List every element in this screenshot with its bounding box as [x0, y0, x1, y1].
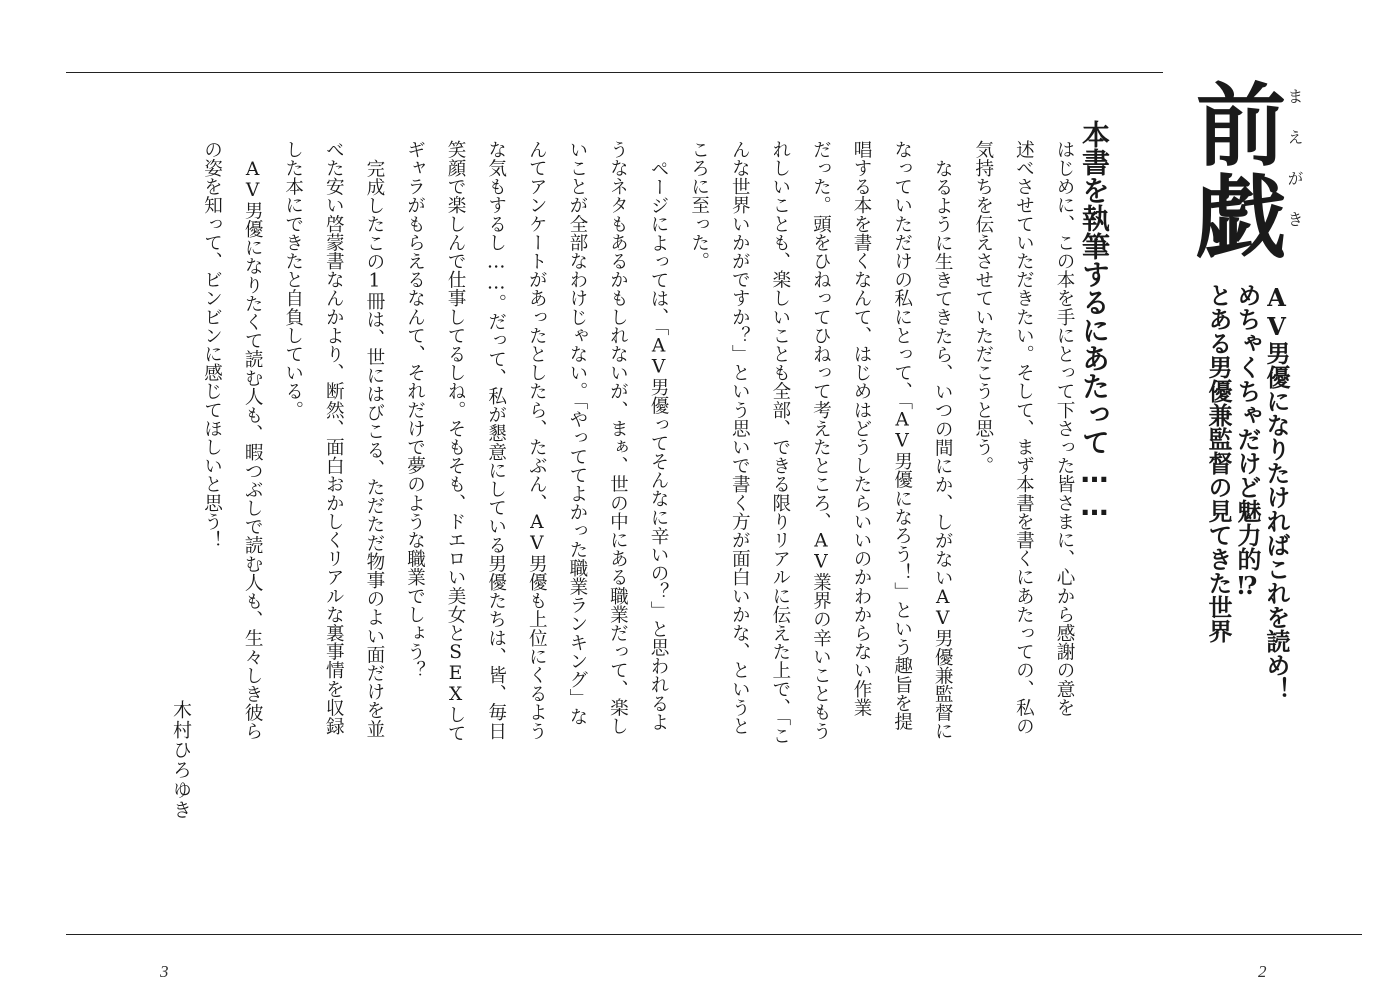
body-column-17: ギャラがもらえるなんて、それだけで夢のような職業でしょう？ [404, 140, 426, 680]
body-column-15: な気もするし……。だって、私が懇意にしている男優たちは、皆、毎日 [485, 140, 507, 740]
body-column-8: れしいことも、楽しいことも全部、できる限りリアルに伝えた上で、「こ [769, 140, 791, 745]
title-ruby: まえがき [1285, 88, 1304, 252]
top-rule [66, 72, 1163, 73]
body-text [191, 140, 1084, 840]
subtitle-line-3: とある男優兼監督の見てきた世界 [1204, 283, 1233, 643]
body-column-22: の姿を知って、ビンビンに感じてほしいと思う！ [201, 140, 223, 550]
body-column-20: した本にできたと自負している。 [282, 140, 304, 419]
body-column-18: 完成したこの1冊は、世にはびこる、ただただ物事のよい面だけを並 [363, 158, 385, 738]
body-column-7: だった。頭をひねってひねって考えたところ、AV業界の辛いこともう [810, 140, 832, 740]
body-column-12: うなネタもあるかもしれないが、まぁ、世の中にある職業だって、楽し [607, 140, 629, 736]
body-column-9: んな世界いかがですか？」という思いで書く方が面白いかな、というと [729, 140, 751, 736]
title-char-gi: 戯 [1196, 166, 1286, 271]
title-char-mae: 前 [1196, 74, 1286, 179]
body-column-11: ページによっては、「AV男優ってそんなに辛いの？」と思われるよ [648, 158, 670, 731]
subtitle-line-1: AV男優になりたければこれを読め！ [1262, 283, 1291, 701]
body-column-5: なっていただけの私にとって、「AV男優になろう！」という趣旨を提 [891, 140, 913, 731]
body-column-1: はじめに、この本を手にとって下さった皆さまに、心から感謝の意を [1054, 140, 1075, 717]
body-column-10: ころに至った。 [688, 140, 710, 271]
body-column-19: べた安い啓蒙書なんかより、断然、面白おかしくリアルな裏事情を収録 [323, 140, 345, 736]
body-column-16: 笑顔で楽しんで仕事してるしね。そもそも、ドエロい美女とSEXして [445, 140, 467, 743]
bottom-rule [66, 934, 1362, 935]
author-name: 木村ひろゆき [170, 700, 192, 820]
body-column-4: なるように生きてきたら、いつの間にか、しがないAV男優兼監督に [932, 158, 954, 740]
body-column-13: いことが全部なわけじゃない。「やっててよかった職業ランキング」な [566, 140, 588, 726]
subtitle-line-2: めちゃくちゃだけど魅力的⁉ [1233, 283, 1262, 600]
body-column-3: 気持ちを伝えさせていただこうと思う。 [972, 140, 994, 475]
page-number-left: 3 [160, 962, 169, 981]
body-column-21: AV男優になりたくて読む人も、暇つぶしで読む人も、生々しき彼ら [242, 158, 264, 740]
body-column-6: 唱する本を書くなんて、はじめはどうしたらいいのかわからない作業 [851, 140, 873, 717]
body-column-2: 述べさせていただきたい。そして、まず本書を書くにあたっての、私の [1013, 140, 1035, 736]
section-heading: 本書を執筆するにあたって…… [1078, 120, 1111, 522]
page-number-right: 2 [1258, 962, 1267, 981]
chapter-title [1180, 74, 1310, 282]
body-column-14: んてアンケートがあったとしたら、たぶん、AV男優も上位にくるよう [526, 140, 548, 740]
